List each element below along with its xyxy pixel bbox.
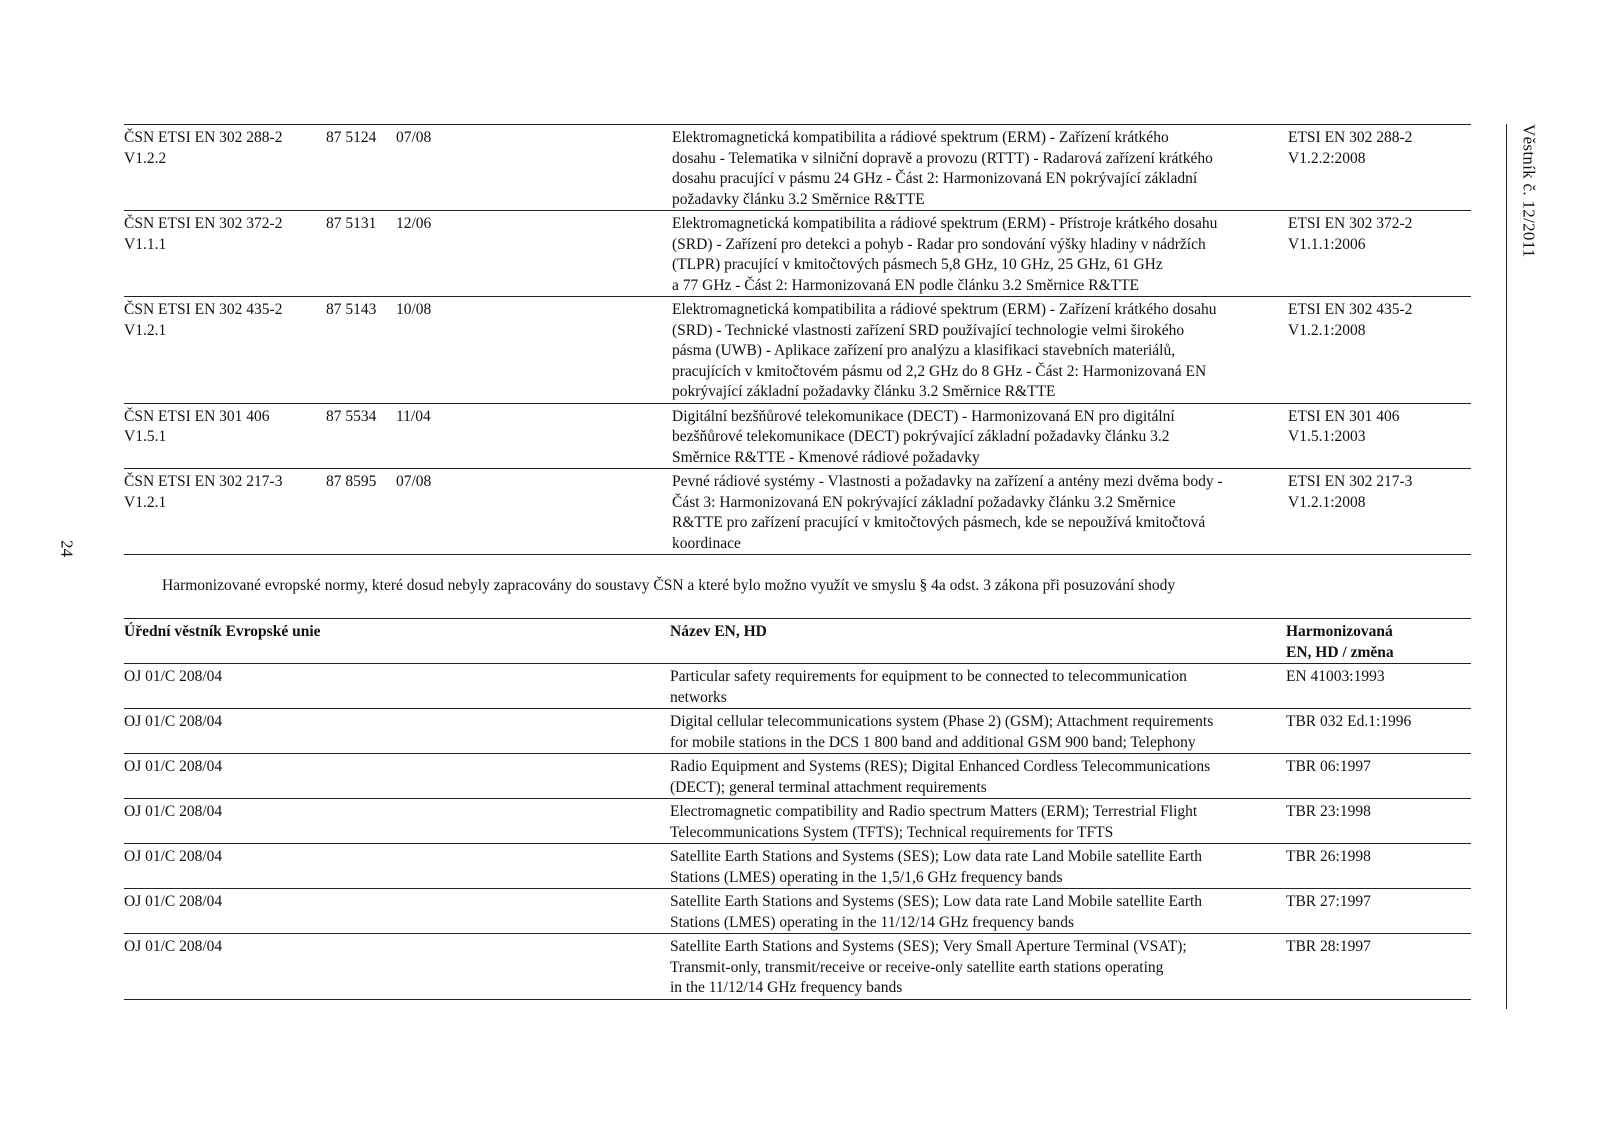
- table-row: [124, 709, 1471, 754]
- section-note: Harmonizované evropské normy, které dosud nebyly zapracovány do soustavy ČSN a které bylo možno využít ve smyslu § 4a odst. 3 zákona při posuzování shody: [162, 577, 1176, 594]
- class-number: 87 5534: [326, 407, 377, 425]
- table-row: [124, 664, 1471, 709]
- harmonized-standard: TBR 28:1997: [1286, 938, 1371, 955]
- etsi-reference: ETSI EN 301 406 V1.5.1:2003: [1288, 407, 1400, 445]
- standard-code: ČSN ETSI EN 302 372-2 V1.1.1: [124, 215, 283, 253]
- etsi-reference: ETSI EN 302 435-2 V1.2.1:2008: [1288, 301, 1413, 339]
- table-header-row: [124, 619, 1471, 664]
- standard-code: ČSN ETSI EN 302 435-2 V1.2.1: [124, 301, 283, 339]
- issue-date: 10/08: [396, 301, 432, 318]
- etsi-reference: ETSI EN 302 372-2 V1.1.1:2006: [1288, 215, 1413, 253]
- standard-title: Elektromagnetická kompatibilita a rádiové spektrum (ERM) - Zařízení krátkého dosahu (SRD) - Technické vlastnosti zařízení SRD používající technologie velmi širokého pásma (UWB) - Aplikace zařízení pro analýzu a klasifikaci stavebních materiálů, pracujících v kmitočtovém pásmu od 2,2 GHz do 8 GHz - Část 2: Harmonizovaná EN pokrývající základní požadavky článku 3.2 Směrnice R&TTE: [672, 301, 1217, 400]
- harmonized-standard: TBR 23:1998: [1286, 803, 1371, 820]
- standard-title: Elektromagnetická kompatibilita a rádiové spektrum (ERM) - Zařízení krátkého dosahu - Telematika v silniční dopravě a provozu (RTTT) - Radarová zařízení krátkého dosahu pracující v pásmu 24 GHz - Část 2: Harmonizovaná EN pokrývající základní požadavky článku 3.2 Směrnice R&TTE: [672, 129, 1213, 208]
- standard-name: Digital cellular telecommunications system (Phase 2) (GSM); Attachment requirements for mobile stations in the DCS 1 800 band and additional GSM 900 band; Telephony: [670, 713, 1214, 751]
- oj-reference: OJ 01/C 208/04: [124, 803, 223, 820]
- journal-title: Věstník č. 12/2011: [1519, 124, 1539, 258]
- side-rule: [1506, 124, 1507, 1009]
- standard-name: Satellite Earth Stations and Systems (SES); Low data rate Land Mobile satellite Earth Stations (LMES) operating in the 11/12/14 GHz frequency bands: [670, 893, 1203, 931]
- standards-table: [124, 124, 1471, 555]
- issue-date: 12/06: [396, 215, 432, 232]
- standard-title: Digitální bezšňůrové telekomunikace (DECT) - Harmonizovaná EN pro digitální bezšňůrové telekomunikace (DECT) pokrývající základní požadavky článku 3.2 Směrnice R&TTE - Kmenové rádiové požadavky: [672, 407, 1175, 466]
- header-harmonized: Harmonizovaná EN, HD / změna: [1286, 623, 1394, 661]
- oj-reference: OJ 01/C 208/04: [124, 758, 223, 775]
- standard-name: Satellite Earth Stations and Systems (SES); Very Small Aperture Terminal (VSAT); Transmit-only, transmit/receive or receive-only satellite earth stations operating in the 11/12/14 GHz frequency bands: [670, 938, 1187, 996]
- table-row: [124, 125, 1471, 211]
- harmonized-standard: TBR 27:1997: [1286, 893, 1371, 910]
- standard-name: Radio Equipment and Systems (RES); Digital Enhanced Cordless Telecommunications (DECT); general terminal attachment requirements: [670, 758, 1211, 796]
- harmonized-table: [124, 618, 1471, 1000]
- class-number: 87 5143: [326, 301, 377, 318]
- harmonized-standard: EN 41003:1993: [1286, 668, 1385, 685]
- class-number: 87 5131: [326, 215, 377, 232]
- class-number: 87 8595: [326, 473, 377, 490]
- harmonized-standard: TBR 06:1997: [1286, 758, 1371, 775]
- header-name: Název EN, HD: [670, 623, 767, 640]
- etsi-reference: ETSI EN 302 217-3 V1.2.1:2008: [1288, 473, 1413, 511]
- table-row: [124, 889, 1471, 934]
- standard-title: Elektromagnetická kompatibilita a rádiové spektrum (ERM) - Přístroje krátkého dosahu (SRD) - Zařízení pro detekci a pohyb - Radar pro sondování výšky hladiny v nádržích (TLPR) pracující v kmitočtových pásmech 5,8 GHz, 10 GHz, 25 GHz, 61 GHz a 77 GHz - Část 2: Harmonizovaná EN podle článku 3.2 Směrnice R&TTE: [672, 215, 1218, 294]
- standard-name: Particular safety requirements for equipment to be connected to telecommunication networks: [670, 668, 1187, 706]
- oj-reference: OJ 01/C 208/04: [124, 848, 223, 865]
- standard-code: ČSN ETSI EN 302 288-2 V1.2.2: [124, 129, 283, 167]
- table-row: [124, 934, 1471, 1000]
- oj-reference: OJ 01/C 208/04: [124, 893, 223, 910]
- table-row: [124, 404, 1471, 470]
- standard-title: Pevné rádiové systémy - Vlastnosti a požadavky na zařízení a antény mezi dvěma body - Část 3: Harmonizovaná EN pokrývající základní požadavky článku 3.2 Směrnice R&TTE pro zařízení pracující v kmitočtových pásmech, kde se nepoužívá kmitočtová koordinace: [672, 473, 1223, 552]
- standard-name: Electromagnetic compatibility and Radio spectrum Matters (ERM); Terrestrial Flight Telecommunications System (TFTS); Technical requirements for TFTS: [670, 803, 1198, 841]
- issue-date: 07/08: [396, 129, 432, 146]
- standard-name: Satellite Earth Stations and Systems (SES); Low data rate Land Mobile satellite Earth Stations (LMES) operating in the 1,5/1,6 GHz frequency bands: [670, 848, 1203, 886]
- table-row: [124, 469, 1471, 555]
- oj-reference: OJ 01/C 208/04: [124, 668, 223, 685]
- header-oj: Úřední věstník Evropské unie: [124, 623, 321, 640]
- issue-date: 11/04: [396, 407, 431, 425]
- etsi-reference: ETSI EN 302 288-2 V1.2.2:2008: [1288, 129, 1413, 167]
- table-row: [124, 799, 1471, 844]
- table-row: [124, 754, 1471, 799]
- standard-code: ČSN ETSI EN 301 406 V1.5.1: [124, 407, 270, 445]
- table-row: [124, 844, 1471, 889]
- oj-reference: OJ 01/C 208/04: [124, 713, 223, 730]
- class-number: 87 5124: [326, 129, 377, 146]
- table-row: [124, 297, 1471, 404]
- harmonized-standard: TBR 032 Ed.1:1996: [1286, 713, 1412, 730]
- issue-date: 07/08: [396, 473, 432, 490]
- oj-reference: OJ 01/C 208/04: [124, 938, 223, 955]
- harmonized-standard: TBR 26:1998: [1286, 848, 1371, 865]
- page-number: 24: [57, 540, 77, 557]
- table-row: [124, 211, 1471, 297]
- standard-code: ČSN ETSI EN 302 217-3 V1.2.1: [124, 473, 283, 511]
